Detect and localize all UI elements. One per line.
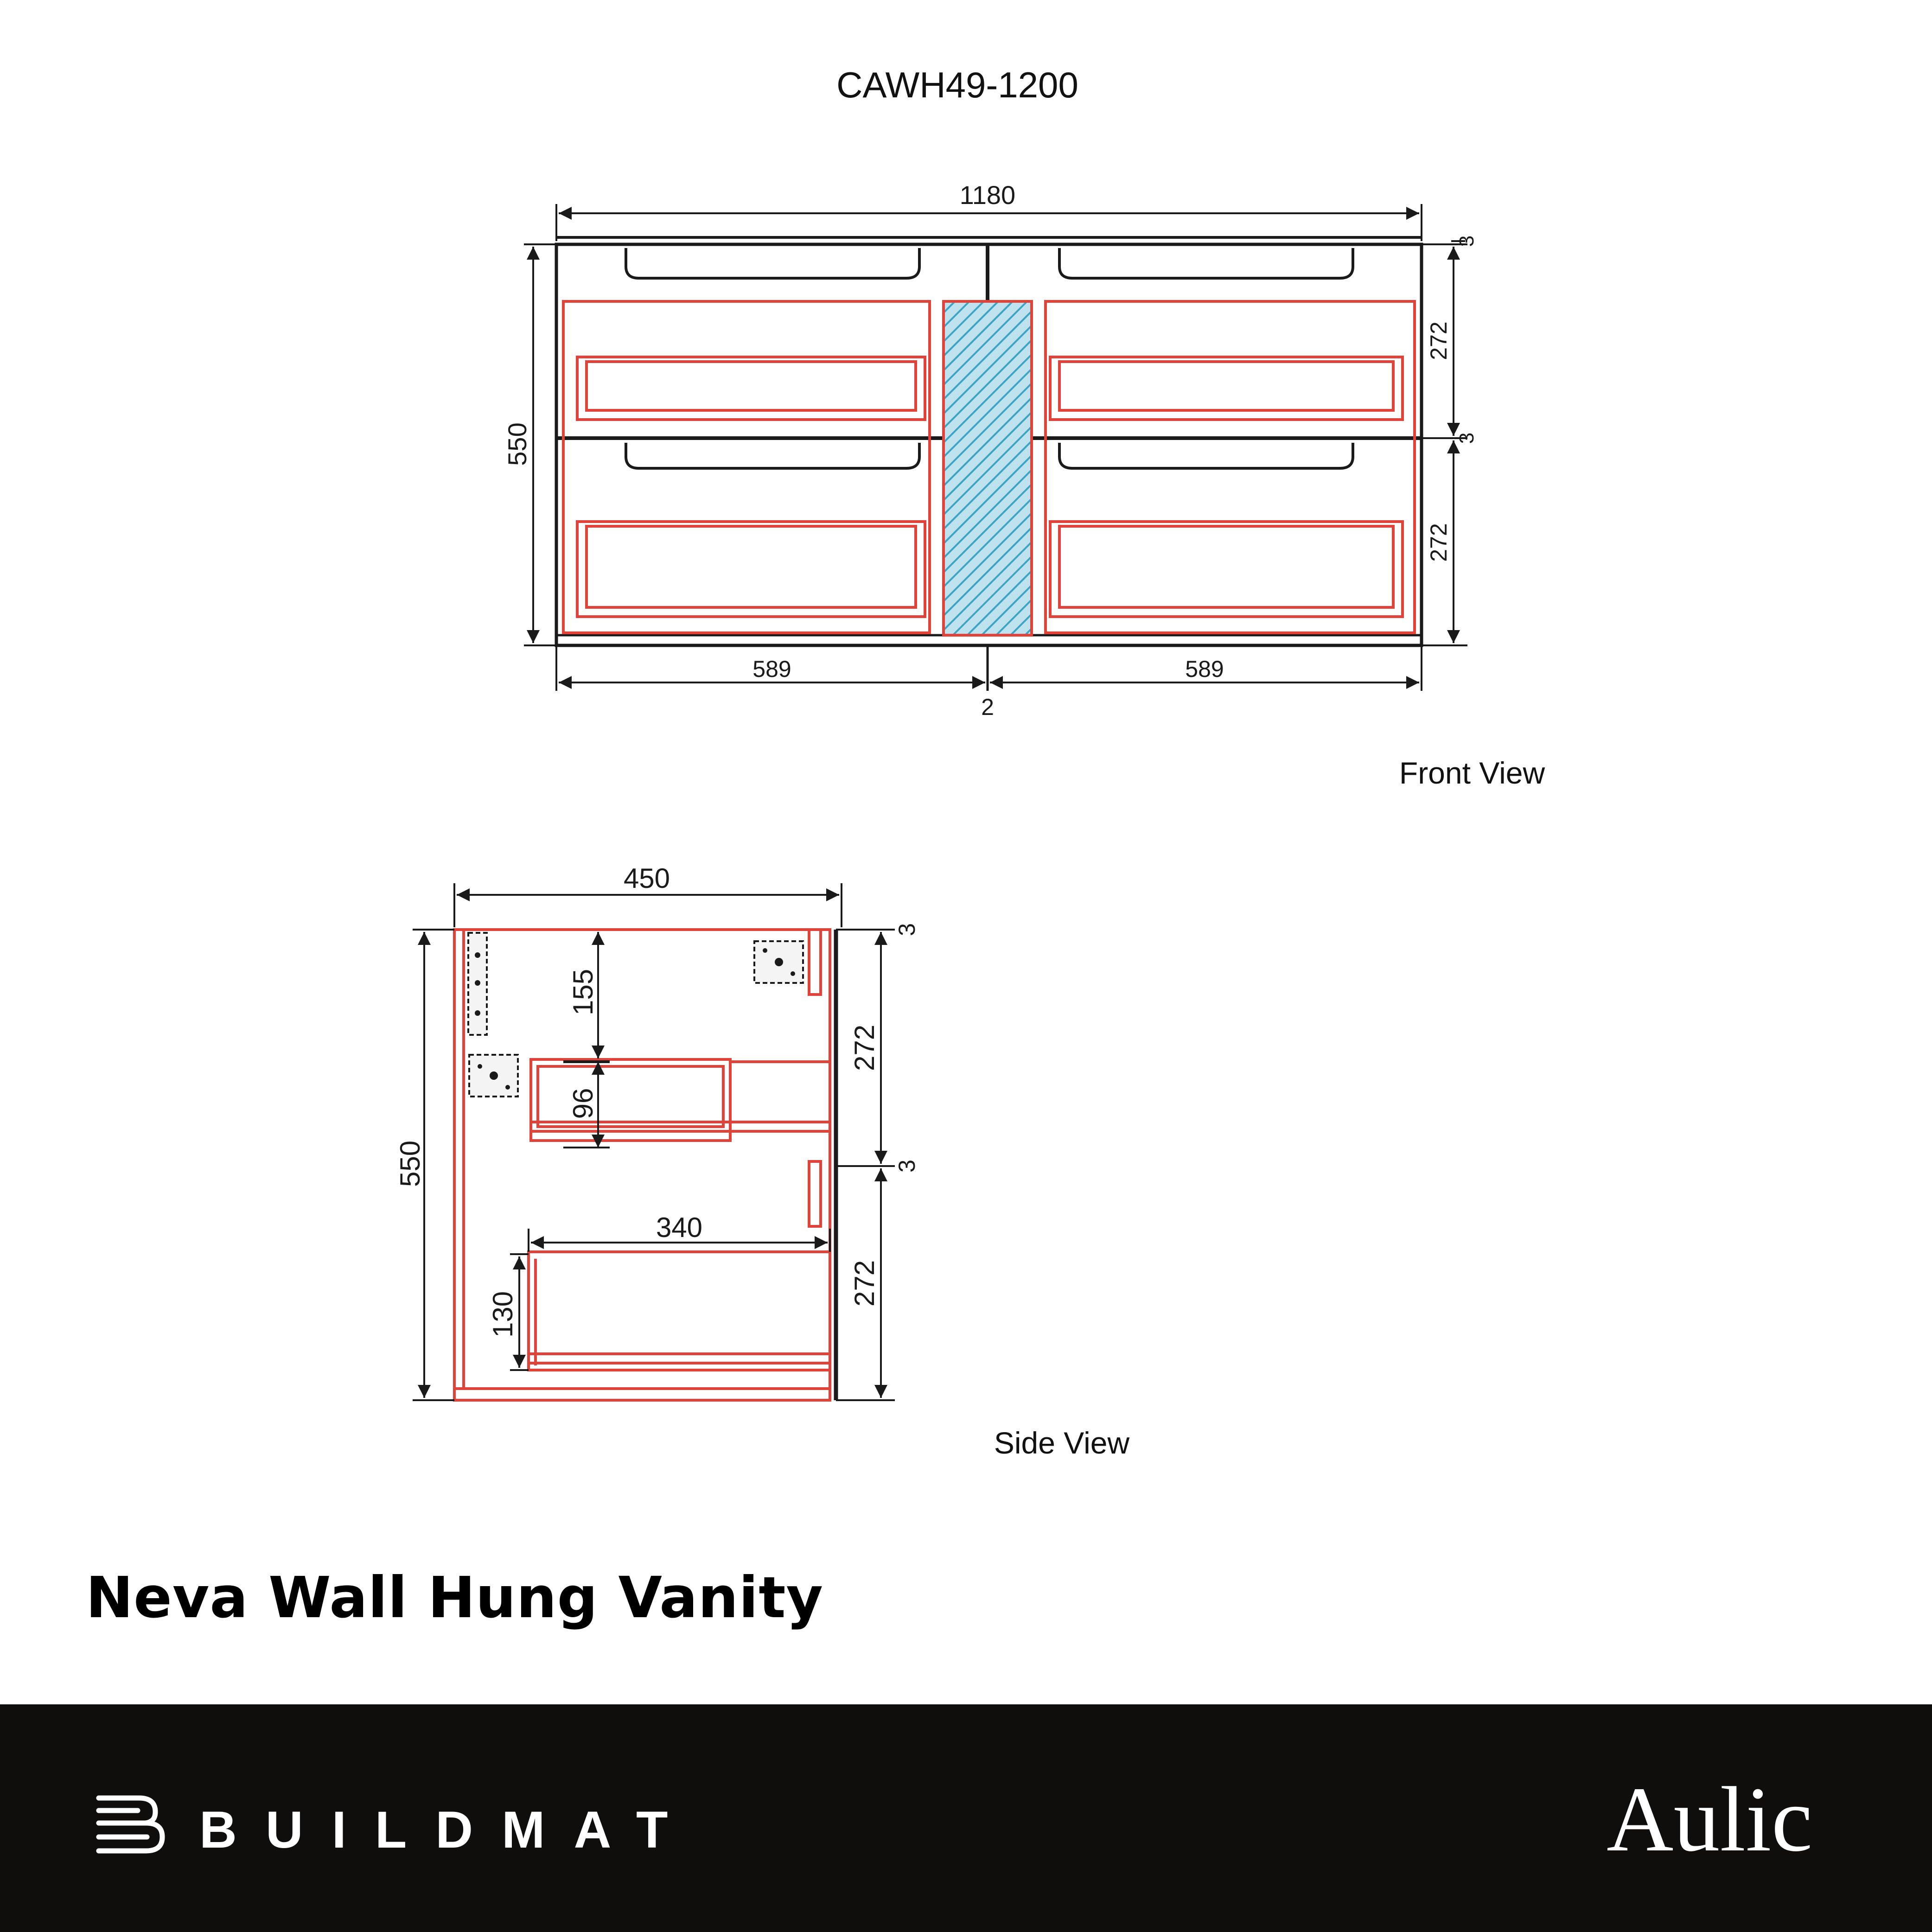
front-view-caption: Front View bbox=[1399, 756, 1545, 790]
front-drawer-upper-label: 272 bbox=[1426, 321, 1452, 360]
side-hardware bbox=[468, 933, 803, 1097]
front-dim-bottom bbox=[556, 645, 1422, 720]
side-lower-length-label: 340 bbox=[656, 1212, 703, 1243]
front-right-width-label: 589 bbox=[1185, 656, 1224, 682]
front-drawer-lower-label: 272 bbox=[1426, 523, 1452, 562]
front-middle-gap-label: 3 bbox=[1455, 432, 1478, 444]
side-depth-label: 450 bbox=[623, 863, 670, 894]
front-left-width-label: 589 bbox=[752, 656, 791, 682]
side-dim-depth bbox=[454, 863, 842, 927]
side-dim-lower-drawer bbox=[487, 1212, 830, 1370]
side-view-caption: Side View bbox=[994, 1426, 1130, 1460]
side-hardware-holes bbox=[475, 948, 795, 1090]
front-dim-width bbox=[556, 180, 1422, 241]
side-view bbox=[395, 863, 1129, 1460]
front-dim-right bbox=[1422, 236, 1478, 645]
side-upper-offset-label: 155 bbox=[567, 969, 599, 1016]
front-width-label: 1180 bbox=[959, 180, 1016, 210]
front-centre-panel bbox=[944, 301, 1032, 635]
front-view bbox=[503, 180, 1545, 790]
side-front-lower-label: 272 bbox=[849, 1260, 880, 1307]
aulic-wordmark: Aulic bbox=[1607, 1768, 1813, 1871]
side-dim-front bbox=[836, 923, 920, 1400]
front-top-gap-label: 3 bbox=[1455, 235, 1478, 247]
side-top-gap-label: 3 bbox=[894, 923, 920, 936]
side-lower-height-label: 130 bbox=[487, 1291, 518, 1338]
side-middle-gap-label: 3 bbox=[894, 1160, 920, 1173]
model-code: CAWH49-1200 bbox=[836, 64, 1078, 105]
front-height-label: 550 bbox=[503, 422, 532, 466]
side-dim-upper-drawer bbox=[563, 932, 610, 1148]
front-dim-height bbox=[503, 244, 556, 645]
buildmat-logo-icon bbox=[95, 1794, 169, 1855]
product-title: Neva Wall Hung Vanity bbox=[86, 1565, 824, 1631]
side-upper-height-label: 96 bbox=[567, 1088, 599, 1119]
front-centre-gap-label: 2 bbox=[981, 694, 994, 720]
side-front-upper-label: 272 bbox=[849, 1024, 880, 1071]
side-height-label: 550 bbox=[395, 1140, 426, 1187]
side-dim-height bbox=[395, 930, 454, 1400]
buildmat-wordmark: BUILDMAT bbox=[199, 1801, 697, 1859]
